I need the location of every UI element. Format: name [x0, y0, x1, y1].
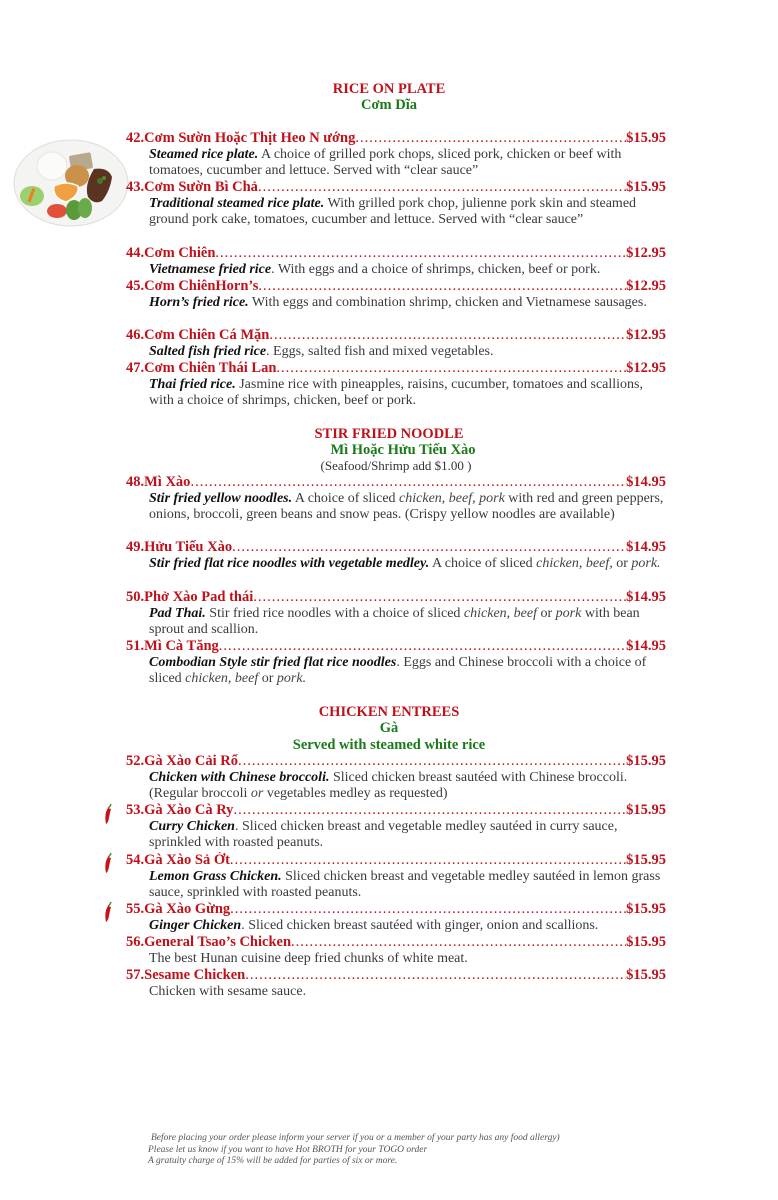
item-name: General Tsao’s Chicken — [144, 934, 292, 950]
leader-dots — [276, 360, 626, 377]
item-number: 43. — [126, 179, 145, 195]
item-price: $14.95 — [626, 638, 666, 654]
item-name: Hửu Tiếu Xào — [144, 539, 233, 555]
item-price: $15.95 — [626, 852, 666, 868]
item-description — [149, 984, 666, 1001]
menu-item-55 — [126, 901, 666, 934]
footer-allergy-note: Before placing your order please inform your server if you or a member of your party has any food allergy) — [151, 1133, 560, 1143]
menu-item-50 — [126, 589, 666, 639]
item-price: $12.95 — [626, 245, 666, 261]
item-lead: Traditional steamed rice plate. — [149, 195, 325, 211]
section-subtitle: Mì Hoặc Hửu Tiếu Xào — [330, 442, 476, 458]
footer-gratuity-note: A gratuity charge of 15% will be added for parties of six or more. — [148, 1156, 398, 1166]
leader-dots — [355, 130, 626, 147]
item-desc-italic: pork. — [276, 671, 307, 686]
item-desc-text: , — [578, 555, 586, 571]
menu-item-43 — [126, 179, 666, 229]
chili-pepper-icon — [103, 852, 115, 874]
item-number: 53. — [126, 802, 145, 818]
leader-dots — [233, 802, 626, 819]
item-desc-text: The best Hunan cuisine deep fried chunks of white meat. — [149, 950, 468, 966]
item-desc-italic: or — [250, 786, 264, 801]
item-desc-italic: chicken — [185, 671, 228, 686]
item-number: 51. — [126, 638, 145, 654]
item-price: $14.95 — [626, 539, 666, 555]
item-desc-text: A choice of sliced — [429, 555, 537, 571]
item-number: 52. — [126, 753, 145, 769]
item-price: $15.95 — [626, 130, 666, 146]
leader-dots — [258, 179, 626, 196]
item-price: $15.95 — [626, 967, 666, 983]
leader-dots — [238, 753, 626, 770]
item-description — [149, 147, 666, 180]
menu-item-56 — [126, 934, 666, 967]
leader-dots — [269, 327, 626, 344]
item-desc-italic: chicken — [399, 490, 442, 506]
item-price: $14.95 — [626, 474, 666, 490]
section-subtitle: Cơm Dĩa — [361, 97, 417, 113]
item-number: 42. — [126, 130, 145, 146]
item-desc-italic: beef — [585, 555, 610, 571]
item-price: $12.95 — [626, 360, 666, 376]
item-description — [149, 556, 666, 573]
leader-dots — [230, 852, 626, 869]
item-desc-italic: beef — [513, 605, 537, 621]
menu-item-54 — [126, 852, 666, 902]
menu-item-44 — [126, 245, 666, 278]
leader-dots — [219, 638, 626, 655]
item-desc-text: , — [441, 490, 449, 506]
item-desc-text: or — [258, 671, 277, 686]
section-title: STIR FRIED NOODLE — [314, 426, 464, 442]
item-description — [149, 262, 666, 279]
rice-plate-photo — [12, 136, 130, 228]
item-price: $15.95 — [626, 901, 666, 917]
leader-dots — [258, 278, 626, 295]
item-desc-italic: beef — [234, 671, 259, 686]
item-description — [149, 655, 666, 688]
item-description — [149, 344, 666, 361]
item-desc-text: . With eggs and a choice of shrimps, chicken, beef or pork. — [271, 261, 601, 277]
item-desc-text: With grilled pork chop, julienne pork skin and steamed ground pork cake, tomatoes, cucumber and lettuce. Served with “clear sauce” — [149, 195, 637, 227]
item-name: Sesame Chicken — [144, 967, 246, 983]
item-lead: Vietnamese fried rice — [149, 261, 272, 277]
item-description — [149, 951, 666, 968]
item-name: Cơm ChiênHorn’s — [144, 278, 259, 294]
item-desc-text: or — [537, 605, 556, 621]
item-number: 44. — [126, 245, 145, 261]
item-name: Mì Cà Tăng — [144, 638, 219, 654]
item-description — [149, 295, 666, 312]
item-desc-text: , — [472, 490, 480, 506]
item-number: 56. — [126, 934, 145, 950]
item-desc-text: Chicken with sesame sauce. — [149, 983, 307, 999]
footer-notes — [148, 1133, 560, 1168]
item-desc-text: Sliced chicken breast and vegetable medley sautéed in lemon grass sauce, sprinkled with roasted peanuts. — [149, 868, 661, 900]
item-desc-text: . Eggs and Chinese broccoli with a choice of sliced — [149, 654, 647, 686]
leader-dots — [291, 934, 626, 951]
item-number: 46. — [126, 327, 145, 343]
item-desc-text: vegetables medley as requested) — [263, 786, 448, 801]
item-lead: Chicken with Chinese broccoli. — [149, 769, 330, 785]
item-description — [149, 770, 666, 803]
section-title: RICE ON PLATE — [332, 81, 446, 97]
item-desc-text: , or — [609, 555, 632, 571]
item-name: Cơm Chiên — [144, 245, 216, 261]
leader-dots — [245, 967, 626, 984]
item-lead: Thai fried rice. — [149, 376, 236, 392]
item-number: 57. — [126, 967, 145, 983]
item-lead: Combodian Style stir fried flat rice noodles — [149, 654, 397, 670]
chili-pepper-icon — [103, 803, 115, 825]
item-price: $12.95 — [626, 327, 666, 343]
item-desc-text: with red and green peppers, onions, broccoli, green beans and snow peas. (Crispy yellow noodles are available) — [149, 490, 664, 522]
section-note: (Seafood/Shrimp add $1.00 ) — [320, 458, 472, 473]
item-lead: Stir fried yellow noodles. — [149, 490, 293, 506]
item-desc-text: Stir fried rice noodles with a choice of sliced — [205, 605, 464, 621]
section-header-noodle — [0, 426, 778, 474]
item-desc-text: , — [506, 605, 514, 621]
item-price: $15.95 — [626, 802, 666, 818]
item-desc-italic: pork — [555, 605, 582, 621]
item-number: 48. — [126, 474, 145, 490]
item-price: $15.95 — [626, 934, 666, 950]
leader-dots — [232, 539, 626, 556]
leader-dots — [253, 589, 626, 606]
section-title: CHICKEN ENTREES — [318, 704, 460, 720]
item-desc-text: . Eggs, salted fish and mixed vegetables. — [266, 343, 494, 359]
item-number: 49. — [126, 539, 145, 555]
item-number: 54. — [126, 852, 145, 868]
menu-item-57 — [126, 967, 666, 1000]
menu-item-46 — [126, 327, 666, 360]
item-desc-text: . Sliced chicken breast sautéed with ginger, onion and scallions. — [241, 917, 599, 933]
item-number: 55. — [126, 901, 145, 917]
item-desc-text: , — [227, 671, 235, 686]
item-name: Gà Xào Cà Ry — [144, 802, 234, 818]
item-desc-italic: chicken — [536, 555, 579, 571]
menu-item-48 — [126, 474, 666, 524]
leader-dots — [230, 901, 626, 918]
item-name: Cơm Chiên Thái Lan — [144, 360, 277, 376]
item-desc-text: Jasmine rice with pineapples, raisins, cucumber, tomatoes and scallions, with a choice of shrimps, chicken, beef or pork. — [149, 376, 643, 408]
item-name: Phở Xào Pad thái — [144, 589, 254, 605]
item-name: Mì Xào — [144, 474, 191, 490]
item-description — [149, 196, 666, 229]
item-desc-text: . Sliced chicken breast and vegetable medley sautéed in curry sauce, sprinkled with roasted peanuts. — [149, 818, 618, 850]
item-lead: Steamed rice plate. — [149, 146, 259, 162]
item-desc-italic: chicken — [463, 605, 507, 621]
item-desc-italic: pork. — [631, 555, 661, 571]
item-number: 50. — [126, 589, 145, 605]
item-lead: Lemon Grass Chicken. — [149, 868, 282, 884]
item-desc-italic: beef — [448, 490, 473, 506]
menu-item-42 — [126, 130, 666, 180]
item-lead: Curry Chicken — [149, 818, 235, 834]
chili-pepper-icon — [103, 901, 115, 923]
item-desc-text: with bean sprout and scallion. — [149, 605, 640, 637]
item-number: 45. — [126, 278, 145, 294]
item-lead: Salted fish fried rice — [149, 343, 267, 359]
item-description — [149, 918, 666, 935]
item-desc-text: With eggs and combination shrimp, chicken and Vietnamese sausages. — [248, 294, 647, 310]
menu-item-45 — [126, 278, 666, 311]
item-name: Gà Xào Sả Ớt — [144, 852, 230, 868]
item-description — [149, 606, 666, 639]
item-desc-italic: pork — [479, 490, 505, 506]
menu-item-49 — [126, 539, 666, 572]
item-name: Gà Xào Cải Rổ — [144, 753, 238, 769]
item-number: 47. — [126, 360, 145, 376]
item-description — [149, 377, 666, 410]
section-header-rice — [0, 81, 778, 113]
item-name: Cơm Sườn Bì Chả — [144, 179, 258, 195]
item-desc-text: A choice of grilled pork chops, sliced pork, chicken or beef with tomatoes, cucumber and lettuce. Served with “clear sauce” — [149, 146, 622, 178]
item-desc-text: Sliced chicken breast sautéed with Chinese broccoli. (Regular broccoli — [149, 769, 628, 801]
item-price: $12.95 — [626, 278, 666, 294]
leader-dots — [190, 474, 626, 491]
item-price: $14.95 — [626, 589, 666, 605]
section-subtitle-rice-note: Served with steamed white rice — [292, 737, 486, 753]
item-lead: Stir fried flat rice noodles with vegetable medley. — [149, 555, 430, 571]
item-name: Cơm Chiên Cá Mặn — [144, 327, 270, 343]
item-price: $15.95 — [626, 753, 666, 769]
item-description — [149, 819, 666, 852]
item-description — [149, 491, 666, 524]
footer-broth-note: Please let us know if you want to have Hot BROTH for your TOGO order — [148, 1144, 428, 1155]
menu-item-53 — [126, 802, 666, 852]
menu-item-51 — [126, 638, 666, 688]
menu-item-52 — [126, 753, 666, 803]
item-lead: Ginger Chicken — [149, 917, 242, 933]
item-description — [149, 869, 666, 902]
menu-item-47 — [126, 360, 666, 410]
item-name: Cơm Sườn Hoặc Thịt Heo N ướng — [144, 130, 356, 146]
item-lead: Pad Thai. — [149, 605, 206, 621]
section-subtitle: Gà — [379, 720, 399, 736]
item-desc-text: A choice of sliced — [292, 490, 400, 506]
item-price: $15.95 — [626, 179, 666, 195]
item-lead: Horn’s fried rice. — [149, 294, 249, 310]
item-name: Gà Xào Gừng — [144, 901, 231, 917]
leader-dots — [215, 245, 626, 262]
section-header-chicken — [0, 704, 778, 753]
